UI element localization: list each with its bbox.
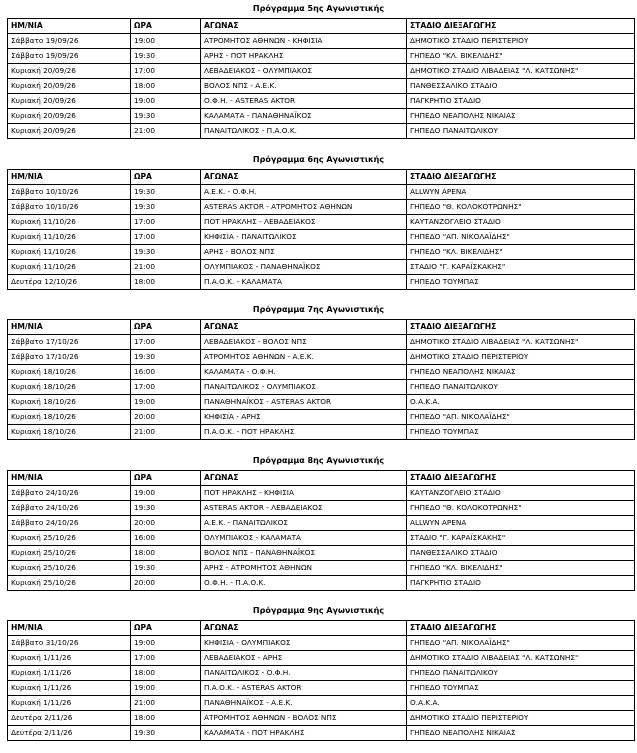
stadium-cell: ΓΗΠΕΔΟ "ΑΠ. ΝΙΚΟΛΑΪΔΗΣ": [407, 410, 635, 425]
time-cell: 19:00: [131, 681, 201, 696]
stadium-cell: ΣΤΑΔΙΟ "Γ. ΚΑΡΑΪΣΚΑΚΗΣ": [407, 530, 635, 545]
schedule-table: [7, 620, 635, 741]
time-cell: 19:00: [131, 94, 201, 109]
time-cell: 17:00: [131, 380, 201, 395]
time-cell: 19:00: [131, 34, 201, 49]
stadium-cell: ΓΗΠΕΔΟ ΤΟΥΜΠΑΣ: [407, 681, 635, 696]
table-row: [8, 229, 635, 244]
date-cell: Κυριακή 25/10/26: [8, 575, 131, 590]
stadium-cell: ΚΑΥΤΑΝΖΟΓΛΕΙΟ ΣΤΑΔΙΟ: [407, 485, 635, 500]
stadium-cell: ΔΗΜΟΤΙΚΟ ΣΤΑΔΙΟ ΛΙΒΑΔΕΙΑΣ "Λ. ΚΑΤΣΩΝΗΣ": [407, 651, 635, 666]
schedule-table: [7, 169, 635, 290]
time-cell: 20:00: [131, 575, 201, 590]
header-match: ΑΓΩΝΑΣ: [201, 19, 407, 34]
table-row: [8, 214, 635, 229]
time-cell: 19:30: [131, 500, 201, 515]
date-cell: Κυριακή 1/11/26: [8, 696, 131, 711]
stadium-cell: ΓΗΠΕΔΟ "ΚΛ. ΒΙΚΕΛΙΔΗΣ": [407, 560, 635, 575]
stadium-cell: Ο.Α.Κ.Α.: [407, 395, 635, 410]
stadium-cell: ΓΗΠΕΔΟ "ΑΠ. ΝΙΚΟΛΑΪΔΗΣ": [407, 229, 635, 244]
time-cell: 21:00: [131, 124, 201, 139]
match-cell: Π.Α.Ο.Κ. - ΚΑΛΑΜΑΤΑ: [201, 274, 407, 289]
round-title: Πρόγραμμα 5ης Αγωνιστικής: [252, 4, 385, 13]
stadium-cell: ΓΗΠΕΔΟ "ΚΛ. ΒΙΚΕΛΙΔΗΣ": [407, 244, 635, 259]
date-cell: Κυριακή 20/09/26: [8, 64, 131, 79]
date-cell: Σάββατο 31/10/26: [8, 636, 131, 651]
time-cell: 19:30: [131, 199, 201, 214]
header-date: ΗΜ/ΝΙΑ: [8, 169, 131, 184]
time-cell: 17:00: [131, 651, 201, 666]
table-row: [8, 666, 635, 681]
table-row: [8, 64, 635, 79]
table-row: [8, 726, 635, 741]
stadium-cell: ALLWYN ΑΡΕΝΑ: [407, 515, 635, 530]
table-row: [8, 560, 635, 575]
match-cell: ΠΟΤ ΗΡΑΚΛΗΣ - ΚΗΦΙΣΙΑ: [201, 485, 407, 500]
time-cell: 20:00: [131, 410, 201, 425]
table-row: [8, 350, 635, 365]
match-cell: Π.Α.Ο.Κ. - ASTERAS AKTOR: [201, 681, 407, 696]
header-stadium: ΣΤΑΔΙΟ ΔΙΕΞΑΓΩΓΗΣ: [407, 19, 635, 34]
table-row: [8, 485, 635, 500]
match-cell: ΠΑΝΑΙΤΩΛΙΚΟΣ - ΟΛΥΜΠΙΑΚΟΣ: [201, 380, 407, 395]
table-row: [8, 184, 635, 199]
time-cell: 17:00: [131, 229, 201, 244]
stadium-cell: ΓΗΠΕΔΟ ΤΟΥΜΠΑΣ: [407, 274, 635, 289]
stadium-cell: ΓΗΠΕΔΟ "Θ. ΚΟΛΟΚΟΤΡΩΝΗΣ": [407, 199, 635, 214]
table-row: [8, 335, 635, 350]
date-cell: Κυριακή 20/09/26: [8, 79, 131, 94]
match-cell: ΚΗΦΙΣΙΑ - ΟΛΥΜΠΙΑΚΟΣ: [201, 636, 407, 651]
date-cell: Κυριακή 1/11/26: [8, 666, 131, 681]
date-cell: Σάββατο 19/09/26: [8, 34, 131, 49]
time-cell: 21:00: [131, 696, 201, 711]
time-cell: 16:00: [131, 365, 201, 380]
stadium-cell: ΓΗΠΕΔΟ ΠΑΝΑΙΤΩΛΙΚΟΥ: [407, 380, 635, 395]
round-title: Πρόγραμμα 9ης Αγωνιστικής: [252, 606, 385, 616]
header-time: ΩΡΑ: [131, 320, 201, 335]
time-cell: 19:00: [131, 485, 201, 500]
stadium-cell: ΔΗΜΟΤΙΚΟ ΣΤΑΔΙΟ ΠΕΡΙΣΤΕΡΙΟΥ: [407, 350, 635, 365]
stadium-cell: ΓΗΠΕΔΟ "ΚΛ. ΒΙΚΕΛΙΔΗΣ": [407, 49, 635, 64]
match-cell: ΚΑΛΑΜΑΤΑ - ΠΑΝΑΘΗΝΑΪΚΟΣ: [201, 109, 407, 124]
date-cell: Κυριακή 20/09/26: [8, 109, 131, 124]
time-cell: 19:30: [131, 49, 201, 64]
stadium-cell: ΠΑΓΚΡΗΤΙΟ ΣΤΑΔΙΟ: [407, 94, 635, 109]
schedule-table: [7, 470, 635, 591]
date-cell: Σάββατο 17/10/26: [8, 335, 131, 350]
match-cell: ΛΕΒΑΔΕΙΑΚΟΣ - ΑΡΗΣ: [201, 651, 407, 666]
header-time: ΩΡΑ: [131, 169, 201, 184]
stadium-cell: ΣΤΑΔΙΟ "Γ. ΚΑΡΑΪΣΚΑΚΗΣ": [407, 259, 635, 274]
match-cell: ΑΡΗΣ - ΒΟΛΟΣ ΝΠΣ: [201, 244, 407, 259]
table-row: [8, 199, 635, 214]
date-cell: Κυριακή 11/10/26: [8, 259, 131, 274]
table-row: [8, 681, 635, 696]
date-cell: Κυριακή 18/10/26: [8, 425, 131, 440]
date-cell: Κυριακή 25/10/26: [8, 560, 131, 575]
table-row: [8, 410, 635, 425]
stadium-cell: ΓΗΠΕΔΟ ΠΑΝΑΙΤΩΛΙΚΟΥ: [407, 124, 635, 139]
date-cell: Σάββατο 10/10/26: [8, 199, 131, 214]
match-cell: Α.Ε.Κ. - ΠΑΝΑΙΤΩΛΙΚΟΣ: [201, 515, 407, 530]
round-section-6: [0, 151, 637, 302]
table-row: [8, 395, 635, 410]
schedule-table: [7, 319, 635, 440]
header-match: ΑΓΩΝΑΣ: [201, 621, 407, 636]
header-row: [8, 470, 635, 485]
match-cell: ΑΡΗΣ - ΠΟΤ ΗΡΑΚΛΗΣ: [201, 49, 407, 64]
header-stadium: ΣΤΑΔΙΟ ΔΙΕΞΑΓΩΓΗΣ: [407, 169, 635, 184]
header-time: ΩΡΑ: [131, 470, 201, 485]
time-cell: 19:30: [131, 726, 201, 741]
stadium-cell: ΠΑΝΘΕΣΣΑΛΙΚΟ ΣΤΑΔΙΟ: [407, 79, 635, 94]
table-row: [8, 651, 635, 666]
header-stadium: ΣΤΑΔΙΟ ΔΙΕΞΑΓΩΓΗΣ: [407, 320, 635, 335]
date-cell: Κυριακή 11/10/26: [8, 244, 131, 259]
table-row: [8, 696, 635, 711]
time-cell: 21:00: [131, 259, 201, 274]
match-cell: ΛΕΒΑΔΕΙΑΚΟΣ - ΒΟΛΟΣ ΝΠΣ: [201, 335, 407, 350]
match-cell: ΟΛΥΜΠΙΑΚΟΣ - ΠΑΝΑΘΗΝΑΪΚΟΣ: [201, 259, 407, 274]
stadium-cell: ΓΗΠΕΔΟ ΠΑΝΑΙΤΩΛΙΚΟΥ: [407, 666, 635, 681]
match-cell: Ο.Φ.Η. - ASTERAS AKTOR: [201, 94, 407, 109]
table-row: [8, 500, 635, 515]
time-cell: 18:00: [131, 274, 201, 289]
header-row: [8, 320, 635, 335]
date-cell: Σάββατο 17/10/26: [8, 350, 131, 365]
time-cell: 21:00: [131, 425, 201, 440]
time-cell: 16:00: [131, 530, 201, 545]
time-cell: 19:30: [131, 184, 201, 199]
date-cell: Κυριακή 25/10/26: [8, 530, 131, 545]
match-cell: ΑΤΡΟΜΗΤΟΣ ΑΘΗΝΩΝ - ΒΟΛΟΣ ΝΠΣ: [201, 711, 407, 726]
stadium-cell: ΔΗΜΟΤΙΚΟ ΣΤΑΔΙΟ ΛΙΒΑΔΕΙΑΣ "Λ. ΚΑΤΣΩΝΗΣ": [407, 64, 635, 79]
date-cell: Κυριακή 1/11/26: [8, 651, 131, 666]
time-cell: 19:00: [131, 395, 201, 410]
match-cell: Ο.Φ.Η. - Π.Α.Ο.Κ.: [201, 575, 407, 590]
date-cell: Κυριακή 11/10/26: [8, 214, 131, 229]
date-cell: Κυριακή 18/10/26: [8, 395, 131, 410]
header-row: [8, 169, 635, 184]
stadium-cell: ΓΗΠΕΔΟ ΤΟΥΜΠΑΣ: [407, 425, 635, 440]
date-cell: Δευτέρα 2/11/26: [8, 726, 131, 741]
stadium-cell: ΚΑΥΤΑΝΖΟΓΛΕΙΟ ΣΤΑΔΙΟ: [407, 214, 635, 229]
time-cell: 19:30: [131, 244, 201, 259]
match-cell: ASTERAS AKTOR - ΑΤΡΟΜΗΤΟΣ ΑΘΗΝΩΝ: [201, 199, 407, 214]
header-date: ΗΜ/ΝΙΑ: [8, 320, 131, 335]
table-row: [8, 34, 635, 49]
stadium-cell: ΓΗΠΕΔΟ "ΑΠ. ΝΙΚΟΛΑΪΔΗΣ": [407, 636, 635, 651]
time-cell: 18:00: [131, 711, 201, 726]
header-time: ΩΡΑ: [131, 19, 201, 34]
round-title: Πρόγραμμα 6ης Αγωνιστικής: [252, 154, 385, 164]
date-cell: Σάββατο 10/10/26: [8, 184, 131, 199]
header-match: ΑΓΩΝΑΣ: [201, 169, 407, 184]
header-row: [8, 621, 635, 636]
round-section-8: [0, 452, 637, 603]
date-cell: Κυριακή 18/10/26: [8, 380, 131, 395]
date-cell: Δευτέρα 2/11/26: [8, 711, 131, 726]
table-row: [8, 380, 635, 395]
date-cell: Κυριακή 20/09/26: [8, 94, 131, 109]
stadium-cell: ΔΗΜΟΤΙΚΟ ΣΤΑΔΙΟ ΠΕΡΙΣΤΕΡΙΟΥ: [407, 711, 635, 726]
stadium-cell: ΓΗΠΕΔΟ "Θ. ΚΟΛΟΚΟΤΡΩΝΗΣ": [407, 500, 635, 515]
date-cell: Κυριακή 25/10/26: [8, 545, 131, 560]
date-cell: Κυριακή 18/10/26: [8, 365, 131, 380]
date-cell: Σάββατο 24/10/26: [8, 500, 131, 515]
header-date: ΗΜ/ΝΙΑ: [8, 470, 131, 485]
match-cell: ΚΗΦΙΣΙΑ - ΠΑΝΑΙΤΩΛΙΚΟΣ: [201, 229, 407, 244]
stadium-cell: ΔΗΜΟΤΙΚΟ ΣΤΑΔΙΟ ΠΕΡΙΣΤΕΡΙΟΥ: [407, 34, 635, 49]
table-row: [8, 274, 635, 289]
date-cell: Σάββατο 24/10/26: [8, 515, 131, 530]
match-cell: ΑΤΡΟΜΗΤΟΣ ΑΘΗΝΩΝ - ΚΗΦΙΣΙΑ: [201, 34, 407, 49]
date-cell: Κυριακή 20/09/26: [8, 124, 131, 139]
stadium-cell: ΠΑΓΚΡΗΤΙΟ ΣΤΑΔΙΟ: [407, 575, 635, 590]
table-row: [8, 124, 635, 139]
stadium-cell: Ο.Α.Κ.Α.: [407, 696, 635, 711]
table-row: [8, 575, 635, 590]
stadium-cell: ΔΗΜΟΤΙΚΟ ΣΤΑΔΙΟ ΛΙΒΑΔΕΙΑΣ "Λ. ΚΑΤΣΩΝΗΣ": [407, 335, 635, 350]
match-cell: ASTERAS AKTOR - ΛΕΒΑΔΕΙΑΚΟΣ: [201, 500, 407, 515]
date-cell: Σάββατο 19/09/26: [8, 49, 131, 64]
time-cell: 19:30: [131, 560, 201, 575]
header-stadium: ΣΤΑΔΙΟ ΔΙΕΞΑΓΩΓΗΣ: [407, 470, 635, 485]
table-row: [8, 545, 635, 560]
table-row: [8, 425, 635, 440]
time-cell: 17:00: [131, 335, 201, 350]
table-row: [8, 636, 635, 651]
date-cell: Κυριακή 11/10/26: [8, 229, 131, 244]
match-cell: ΠΑΝΑΘΗΝΑΪΚΟΣ - ASTERAS AKTOR: [201, 395, 407, 410]
match-cell: ΚΑΛΑΜΑΤΑ - ΠΟΤ ΗΡΑΚΛΗΣ: [201, 726, 407, 741]
table-row: [8, 94, 635, 109]
header-time: ΩΡΑ: [131, 621, 201, 636]
time-cell: 19:00: [131, 636, 201, 651]
match-cell: ΠΑΝΑΘΗΝΑΪΚΟΣ - Α.Ε.Κ.: [201, 696, 407, 711]
date-cell: Κυριακή 1/11/26: [8, 681, 131, 696]
match-cell: Α.Ε.Κ. - Ο.Φ.Η.: [201, 184, 407, 199]
match-cell: ΠΟΤ ΗΡΑΚΛΗΣ - ΛΕΒΑΔΕΙΑΚΟΣ: [201, 214, 407, 229]
header-date: ΗΜ/ΝΙΑ: [8, 19, 131, 34]
time-cell: 17:00: [131, 214, 201, 229]
time-cell: 18:00: [131, 545, 201, 560]
time-cell: 19:30: [131, 350, 201, 365]
match-cell: ΚΗΦΙΣΙΑ - ΑΡΗΣ: [201, 410, 407, 425]
stadium-cell: ΓΗΠΕΔΟ ΝΕΑΠΟΛΗΣ ΝΙΚΑΙΑΣ: [407, 109, 635, 124]
round-section-5: [0, 0, 637, 151]
header-row: [8, 19, 635, 34]
stadium-cell: ALLWYN ΑΡΕΝΑ: [407, 184, 635, 199]
header-date: ΗΜ/ΝΙΑ: [8, 621, 131, 636]
table-row: [8, 79, 635, 94]
round-title: Πρόγραμμα 7ης Αγωνιστικής: [252, 305, 385, 315]
table-row: [8, 259, 635, 274]
stadium-cell: ΓΗΠΕΔΟ ΝΕΑΠΟΛΗΣ ΝΙΚΑΙΑΣ: [407, 726, 635, 741]
header-match: ΑΓΩΝΑΣ: [201, 320, 407, 335]
table-row: [8, 109, 635, 124]
match-cell: ΠΑΝΑΙΤΩΛΙΚΟΣ - Ο.Φ.Η.: [201, 666, 407, 681]
time-cell: 18:00: [131, 666, 201, 681]
table-row: [8, 49, 635, 64]
match-cell: ΟΛΥΜΠΙΑΚΟΣ - ΚΑΛΑΜΑΤΑ: [201, 530, 407, 545]
match-cell: ΚΑΛΑΜΑΤΑ - Ο.Φ.Η.: [201, 365, 407, 380]
round-section-7: [0, 301, 637, 452]
table-row: [8, 530, 635, 545]
schedule-table: [7, 18, 635, 139]
match-cell: Π.Α.Ο.Κ. - ΠΟΤ ΗΡΑΚΛΗΣ: [201, 425, 407, 440]
time-cell: 18:00: [131, 79, 201, 94]
round-title: Πρόγραμμα 8ης Αγωνιστικής: [252, 455, 385, 465]
table-row: [8, 711, 635, 726]
match-cell: ΠΑΝΑΙΤΩΛΙΚΟΣ - Π.Α.Ο.Κ.: [201, 124, 407, 139]
match-cell: ΛΕΒΑΔΕΙΑΚΟΣ - ΟΛΥΜΠΙΑΚΟΣ: [201, 64, 407, 79]
match-cell: ΒΟΛΟΣ ΝΠΣ - Α.Ε.Κ.: [201, 79, 407, 94]
date-cell: Κυριακή 18/10/26: [8, 410, 131, 425]
round-section-9: [0, 602, 637, 753]
match-cell: ΑΡΗΣ - ΑΤΡΟΜΗΤΟΣ ΑΘΗΝΩΝ: [201, 560, 407, 575]
date-cell: Δευτέρα 12/10/26: [8, 274, 131, 289]
header-match: ΑΓΩΝΑΣ: [201, 470, 407, 485]
stadium-cell: ΓΗΠΕΔΟ ΝΕΑΠΟΛΗΣ ΝΙΚΑΙΑΣ: [407, 365, 635, 380]
match-cell: ΒΟΛΟΣ ΝΠΣ - ΠΑΝΑΘΗΝΑΪΚΟΣ: [201, 545, 407, 560]
time-cell: 20:00: [131, 515, 201, 530]
match-cell: ΑΤΡΟΜΗΤΟΣ ΑΘΗΝΩΝ - Α.Ε.Κ.: [201, 350, 407, 365]
date-cell: Σάββατο 24/10/26: [8, 485, 131, 500]
stadium-cell: ΠΑΝΘΕΣΣΑΛΙΚΟ ΣΤΑΔΙΟ: [407, 545, 635, 560]
table-row: [8, 365, 635, 380]
time-cell: 17:00: [131, 64, 201, 79]
time-cell: 19:30: [131, 109, 201, 124]
table-row: [8, 244, 635, 259]
header-stadium: ΣΤΑΔΙΟ ΔΙΕΞΑΓΩΓΗΣ: [407, 621, 635, 636]
table-row: [8, 515, 635, 530]
